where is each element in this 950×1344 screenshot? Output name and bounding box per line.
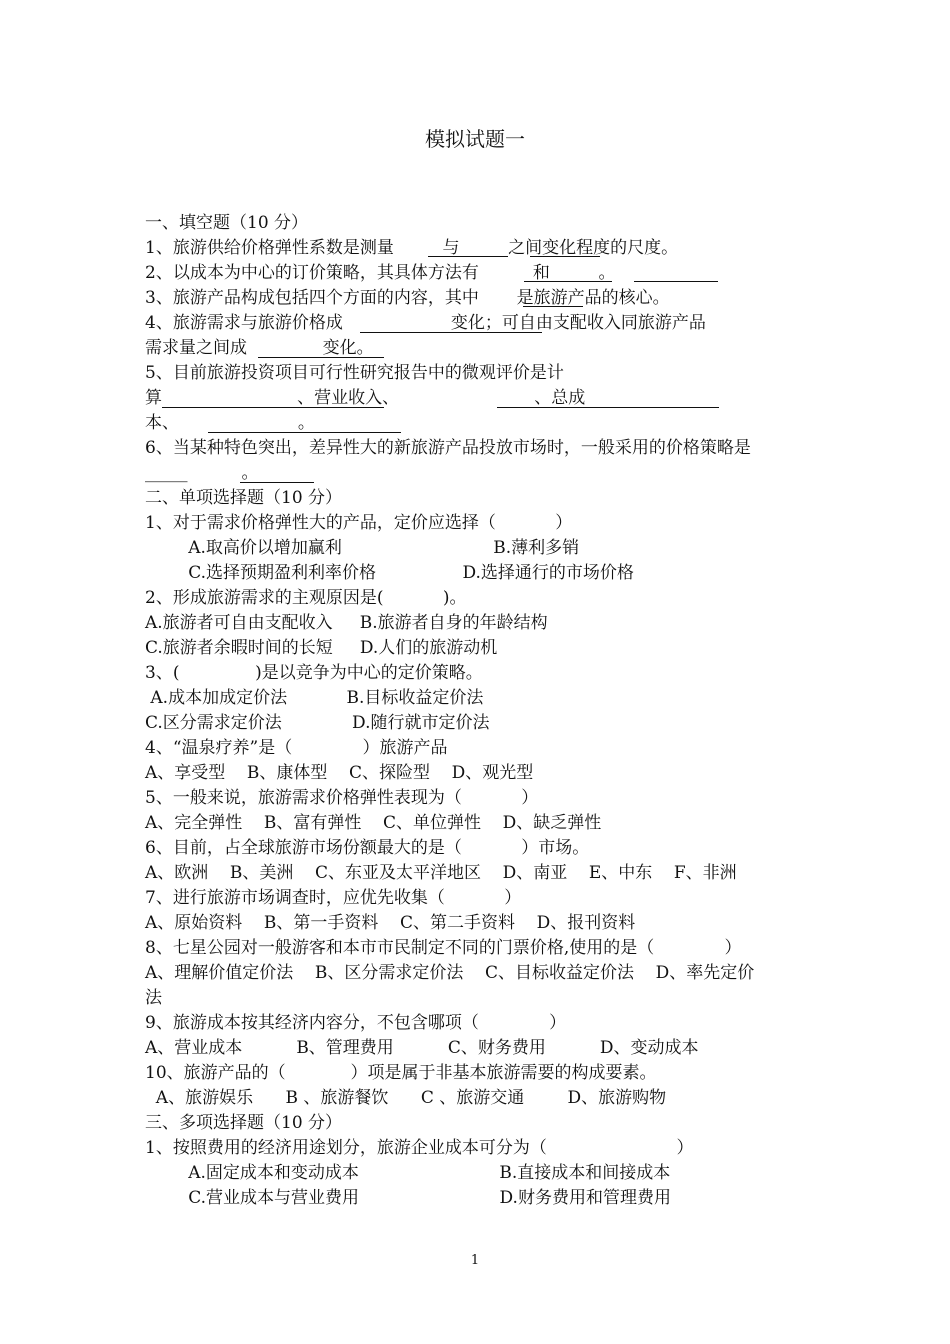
question-line: 5、一般来说，旅游需求价格弹性表现为（ ） [145, 788, 539, 808]
option-line: 法 [145, 988, 162, 1008]
option-line: A.取高价以增加赢利 B.薄利多销 [145, 538, 580, 558]
question-line: 6、当某种特色突出，差异性大的新旅游产品投放市场时，一般采用的价格策略是 [145, 438, 751, 458]
question-line: 10、旅游产品的（ ）项是属于非基本旅游需要的构成要素。 [145, 1063, 657, 1083]
question-line: 1、旅游供给价格弹性系数是测量 与 之间变化程度的尺度。 [145, 238, 679, 258]
option-line: A、完全弹性 B、富有弹性 C、单位弹性 D、缺乏弹性 [145, 813, 602, 833]
page-number: 1 [470, 1253, 480, 1268]
answer-blank [530, 256, 600, 257]
question-line: 2、形成旅游需求的主观原因是( )。 [145, 588, 467, 608]
option-line: A.固定成本和变动成本 B.直接成本和间接成本 [145, 1163, 671, 1183]
option-line: C.营业成本与营业费用 D.财务费用和管理费用 [145, 1188, 671, 1208]
option-line: A、欧洲 B、美洲 C、东亚及太平洋地区 D、南亚 E、中东 F、非洲 [145, 863, 737, 883]
answer-blank [360, 332, 542, 333]
question-line: 4、旅游需求与旅游价格成 变化；可自由支配收入同旅游产品 [145, 313, 706, 333]
question-line: 2、以成本为中心的订价策略，其具体方法有 和 。 [145, 263, 616, 283]
answer-blank [524, 281, 612, 282]
document-title: 模拟试题一 [425, 127, 525, 151]
question-line: 需求量之间成 变化。 [145, 338, 374, 358]
question-line: 4、“温泉疗养”是（ ）旅游产品 [145, 738, 448, 758]
question-line: 本、 。 [145, 413, 315, 433]
question-line: 3、( )是以竞争为中心的定价策略。 [145, 663, 483, 683]
option-line: A、营业成本 B、管理费用 C、财务费用 D、变动成本 [145, 1038, 699, 1058]
answer-blank [208, 432, 401, 433]
question-line: 1、对于需求价格弹性大的产品，定价应选择（ ） [145, 513, 573, 533]
question-line: 1、按照费用的经济用途划分，旅游企业成本可分为（ ） [145, 1138, 694, 1158]
question-line: 5、目前旅游投资项目可行性研究报告中的微观评价是计 [145, 363, 564, 383]
question-line: 8、七星公园对一般游客和本市市民制定不同的门票价格,使用的是（ ） [145, 938, 742, 958]
answer-blank [634, 281, 718, 282]
option-line: A.成本加成定价法 B.目标收益定价法 [145, 688, 484, 708]
question-line: 算 、营业收入、 、总成 [145, 388, 586, 408]
option-line: C.旅游者余暇时间的长短 D.人们的旅游动机 [145, 638, 498, 658]
option-line: A.旅游者可自由支配收入 B.旅游者自身的年龄结构 [145, 613, 548, 633]
option-line: C.区分需求定价法 D.随行就市定价法 [145, 713, 490, 733]
answer-blank [428, 256, 508, 257]
answer-blank [162, 407, 384, 408]
question-line: _____ 。 [145, 463, 259, 483]
question-line: 3、旅游产品构成包括四个方面的内容，其中 是旅游产品的核心。 [145, 288, 670, 308]
question-line: 7、进行旅游市场调查时，应优先收集（ ） [145, 888, 522, 908]
section-heading-single-choice: 二、单项选择题（10 分） [145, 488, 343, 508]
section-heading-fill-blank: 一、填空题（10 分） [145, 213, 309, 233]
section-heading-multiple-choice: 三、多项选择题（10 分） [145, 1113, 343, 1133]
answer-blank [497, 407, 719, 408]
answer-blank [240, 482, 314, 483]
answer-blank [258, 357, 384, 358]
option-line: A、旅游娱乐 B 、旅游餐饮 C 、旅游交通 D、旅游购物 [145, 1088, 667, 1108]
option-line: A、原始资料 B、第一手资料 C、第二手资料 D、报刊资料 [145, 913, 636, 933]
question-line: 6、目前，占全球旅游市场份额最大的是（ ）市场。 [145, 838, 590, 858]
answer-blank [523, 306, 583, 307]
option-line: C.选择预期盈利利率价格 D.选择通行的市场价格 [145, 563, 634, 583]
question-line: 9、旅游成本按其经济内容分，不包含哪项（ ） [145, 1013, 567, 1033]
option-line: A、理解价值定价法 B、区分需求定价法 C、目标收益定价法 D、率先定价 [145, 963, 755, 983]
option-line: A、享受型 B、康体型 C、探险型 D、观光型 [145, 763, 534, 783]
